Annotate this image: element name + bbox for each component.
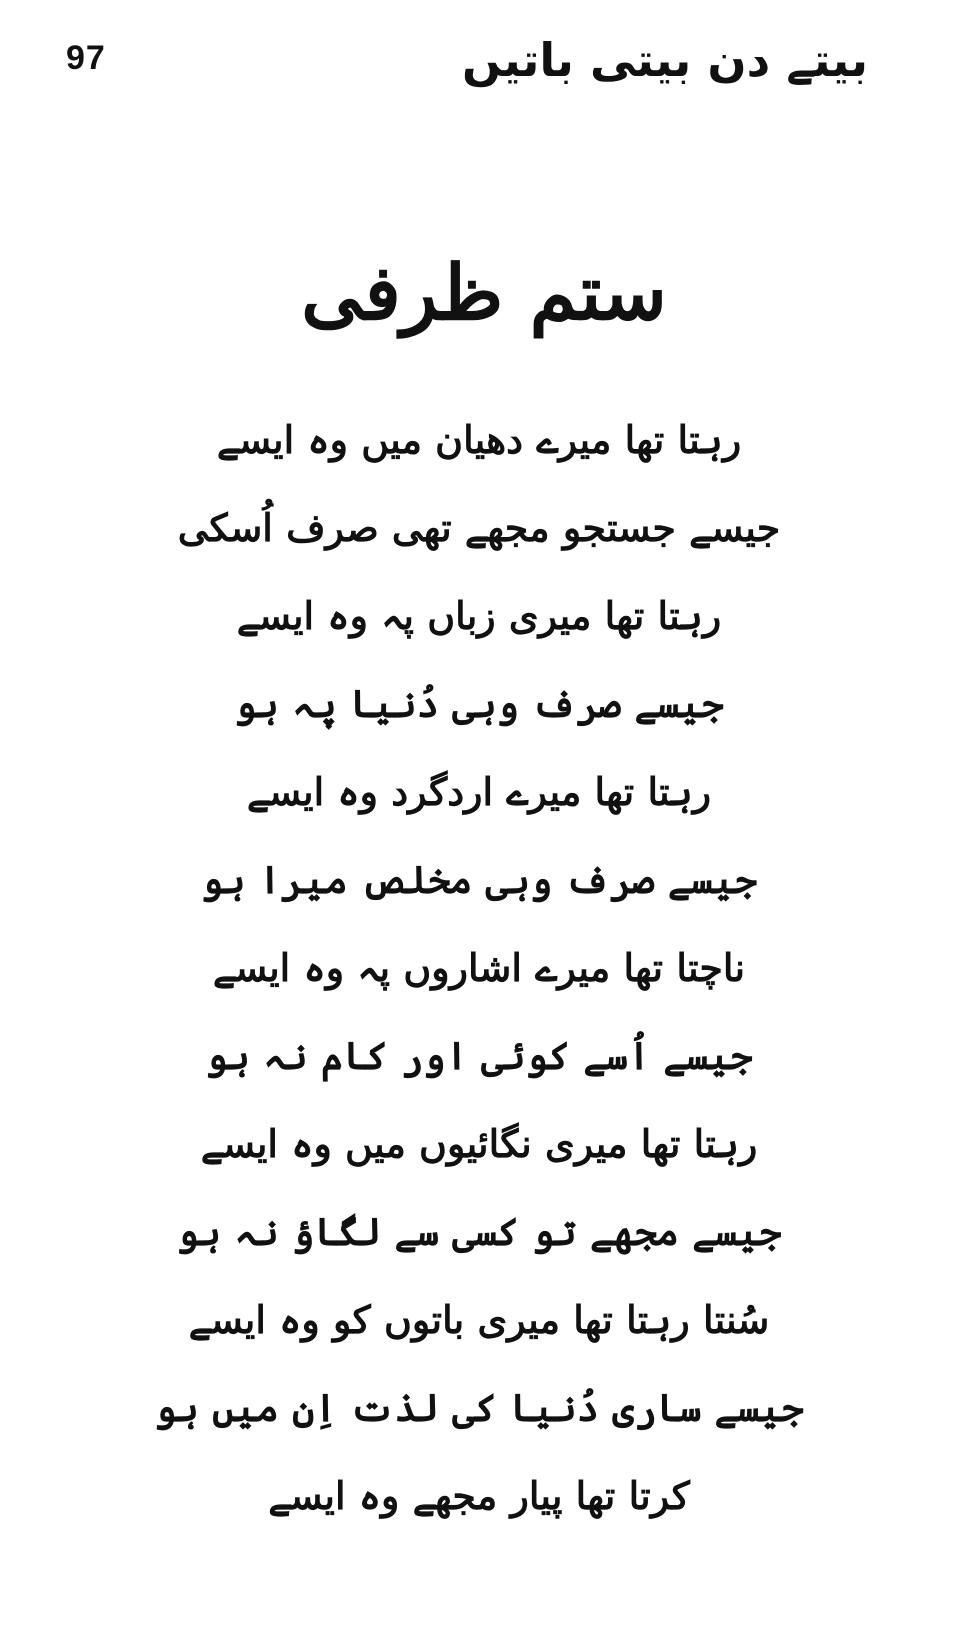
poem-line: رہتا تھا میری زباں پہ وہ ایسے — [236, 593, 722, 638]
poem-line: جیسے صرف وہی دُنیا پہ ہو — [234, 681, 724, 726]
poem-body — [0, 408, 968, 1552]
poem-line: جیسے ساری دُنیا کی لذت اِن میں ہو — [154, 1385, 804, 1430]
poem-line: سُنتا رہتا تھا میری باتوں کو وہ ایسے — [188, 1297, 770, 1342]
poem-line: کرتا تھا پیار مجھے وہ ایسے — [268, 1473, 690, 1518]
poem-line: ناچتا تھا میرے اشاروں پہ وہ ایسے — [212, 945, 746, 990]
poem-line: جیسے جستجو مجھے تھی صرف اُسکی — [177, 505, 781, 550]
poem-line: جیسے مجھے تو کسی سے لگاؤ نہ ہو — [176, 1209, 782, 1254]
page-number: 97 — [66, 39, 106, 77]
poem-line: رہتا تھا میری نگائیوں میں وہ ایسے — [200, 1121, 758, 1166]
poem-line: رہتا تھا میرے اردگرد وہ ایسے — [246, 769, 712, 814]
poem-line: رہتا تھا میرے دھیان میں وہ ایسے — [216, 417, 742, 462]
book-title: بیتے دن بیتی باتیں — [461, 33, 868, 87]
poem-line: جیسے اُسے کوئی اور کام نہ ہو — [205, 1033, 753, 1078]
poem-line: جیسے صرف وہی مخلص میرا ہو — [201, 857, 757, 902]
poem-title: ستم ظرفی — [301, 248, 667, 337]
